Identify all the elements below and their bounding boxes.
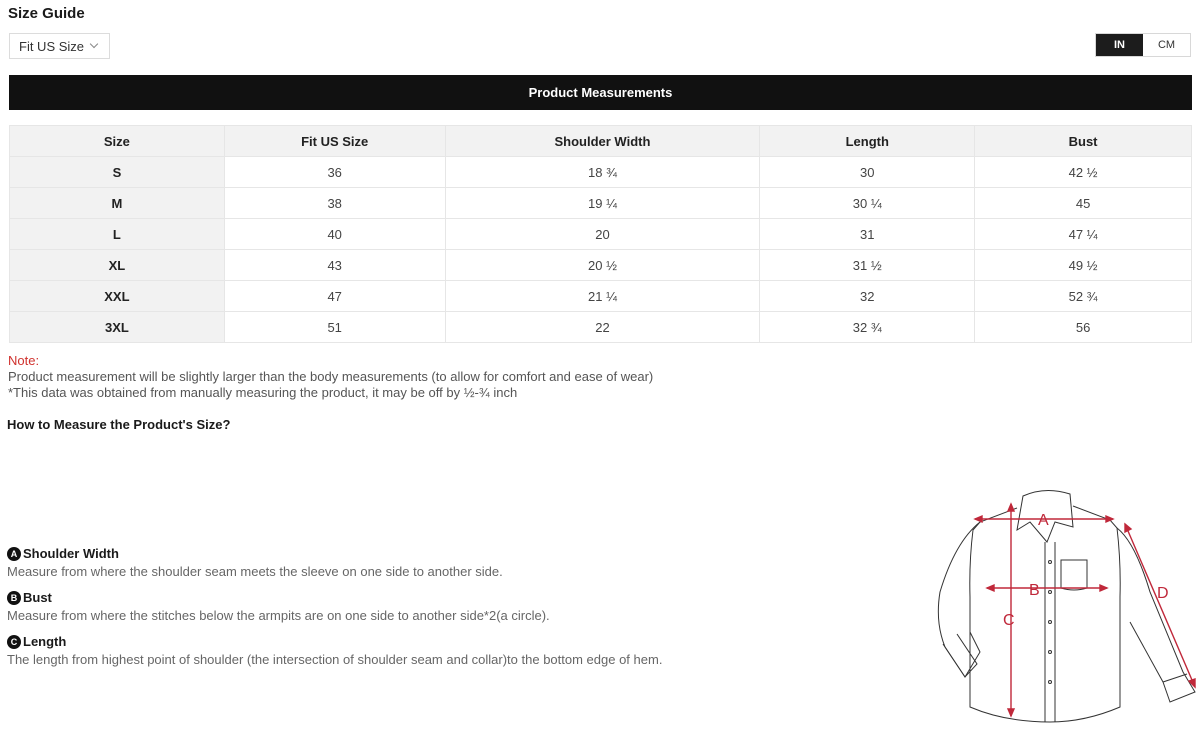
table-cell-size: M <box>10 188 225 219</box>
table-cell-bust: 47 ¼ <box>975 219 1192 250</box>
table-cell-bust: 49 ½ <box>975 250 1192 281</box>
page-title: Size Guide <box>8 5 85 22</box>
measurement-item-bust <box>7 589 662 624</box>
table-row <box>10 250 1192 281</box>
label-a: A <box>1038 512 1049 529</box>
unit-toggle <box>1095 33 1191 57</box>
note-line: Product measurement will be slightly larger than the body measurements (to allow for comfort and ease of wear) <box>8 369 654 384</box>
product-measurements-banner: Product Measurements <box>9 75 1192 110</box>
how-to-measure-title: How to Measure the Product's Size? <box>7 417 231 432</box>
fit-size-select-value: Fit US Size <box>19 38 85 54</box>
table-cell-size: S <box>10 157 225 188</box>
note-label: Note: <box>8 353 40 368</box>
table-cell-shoulder-width: 22 <box>445 312 760 343</box>
badge-b-icon: B <box>7 591 21 605</box>
table-cell-fit-us-size: 36 <box>224 157 445 188</box>
table-cell-fit-us-size: 51 <box>224 312 445 343</box>
measurement-instructions <box>7 545 662 677</box>
table-cell-fit-us-size: 38 <box>224 188 445 219</box>
column-header-shoulder-width: Shoulder Width <box>445 126 760 157</box>
unit-cm-button[interactable]: CM <box>1143 34 1190 56</box>
table-cell-shoulder-width: 18 ¾ <box>445 157 760 188</box>
table-cell-bust: 52 ¾ <box>975 281 1192 312</box>
table-cell-size: XL <box>10 250 225 281</box>
table-cell-length: 31 ½ <box>760 250 975 281</box>
arrow-icon <box>1125 524 1131 532</box>
table-cell-bust: 42 ½ <box>975 157 1192 188</box>
arrow-icon <box>975 516 982 522</box>
arrow-icon <box>1100 585 1107 591</box>
measurement-title: Shoulder Width <box>23 546 119 561</box>
label-d: D <box>1157 585 1169 602</box>
table-cell-size: 3XL <box>10 312 225 343</box>
measurement-lines <box>975 504 1195 716</box>
table-cell-fit-us-size: 43 <box>224 250 445 281</box>
table-cell-size: L <box>10 219 225 250</box>
column-header-size: Size <box>10 126 225 157</box>
label-b: B <box>1029 582 1040 599</box>
table-cell-bust: 56 <box>975 312 1192 343</box>
table-cell-length: 31 <box>760 219 975 250</box>
arrow-icon <box>987 585 994 591</box>
label-c: C <box>1003 612 1015 629</box>
size-table <box>9 125 1192 343</box>
table-cell-length: 32 <box>760 281 975 312</box>
arrow-icon <box>1008 504 1014 511</box>
note-section <box>8 353 653 401</box>
note-line: *This data was obtained from manually measuring the product, it may be off by ½-¾ inch <box>8 385 518 400</box>
arrow-icon <box>1106 516 1113 522</box>
table-row <box>10 157 1192 188</box>
measurement-description: Measure from where the stitches below the armpits are on one side to another side*2(a circle). <box>7 608 550 623</box>
measurement-title: Bust <box>23 590 52 605</box>
column-header-bust: Bust <box>975 126 1192 157</box>
table-cell-shoulder-width: 21 ¼ <box>445 281 760 312</box>
table-cell-shoulder-width: 20 <box>445 219 760 250</box>
table-row <box>10 188 1192 219</box>
measurement-title: Length <box>23 634 67 649</box>
table-row <box>10 219 1192 250</box>
measurement-description: The length from highest point of shoulder (the intersection of shoulder seam and collar)to the bottom edge of hem. <box>7 652 663 667</box>
arrow-icon <box>1008 709 1014 716</box>
table-cell-fit-us-size: 40 <box>224 219 445 250</box>
unit-in-button[interactable]: IN <box>1096 34 1143 56</box>
table-cell-length: 32 ¾ <box>760 312 975 343</box>
fit-size-select[interactable] <box>9 33 110 59</box>
shirt-outline <box>938 490 1195 722</box>
measurement-item-shoulder-width <box>7 545 662 580</box>
line-d <box>1125 524 1195 687</box>
shirt-measurement-diagram <box>925 482 1200 733</box>
table-cell-length: 30 ¼ <box>760 188 975 219</box>
table-cell-fit-us-size: 47 <box>224 281 445 312</box>
measurement-labels <box>1003 512 1169 629</box>
table-cell-shoulder-width: 20 ½ <box>445 250 760 281</box>
measurement-item-length <box>7 633 662 668</box>
chevron-down-icon <box>90 40 98 48</box>
badge-a-icon: A <box>7 547 21 561</box>
table-cell-length: 30 <box>760 157 975 188</box>
measurement-description: Measure from where the shoulder seam meets the sleeve on one side to another side. <box>7 564 503 579</box>
table-row <box>10 312 1192 343</box>
table-row <box>10 281 1192 312</box>
column-header-fit-us-size: Fit US Size <box>224 126 445 157</box>
table-cell-bust: 45 <box>975 188 1192 219</box>
column-header-length: Length <box>760 126 975 157</box>
table-header-row <box>10 126 1192 157</box>
table-cell-shoulder-width: 19 ¼ <box>445 188 760 219</box>
badge-c-icon: C <box>7 635 21 649</box>
table-cell-size: XXL <box>10 281 225 312</box>
